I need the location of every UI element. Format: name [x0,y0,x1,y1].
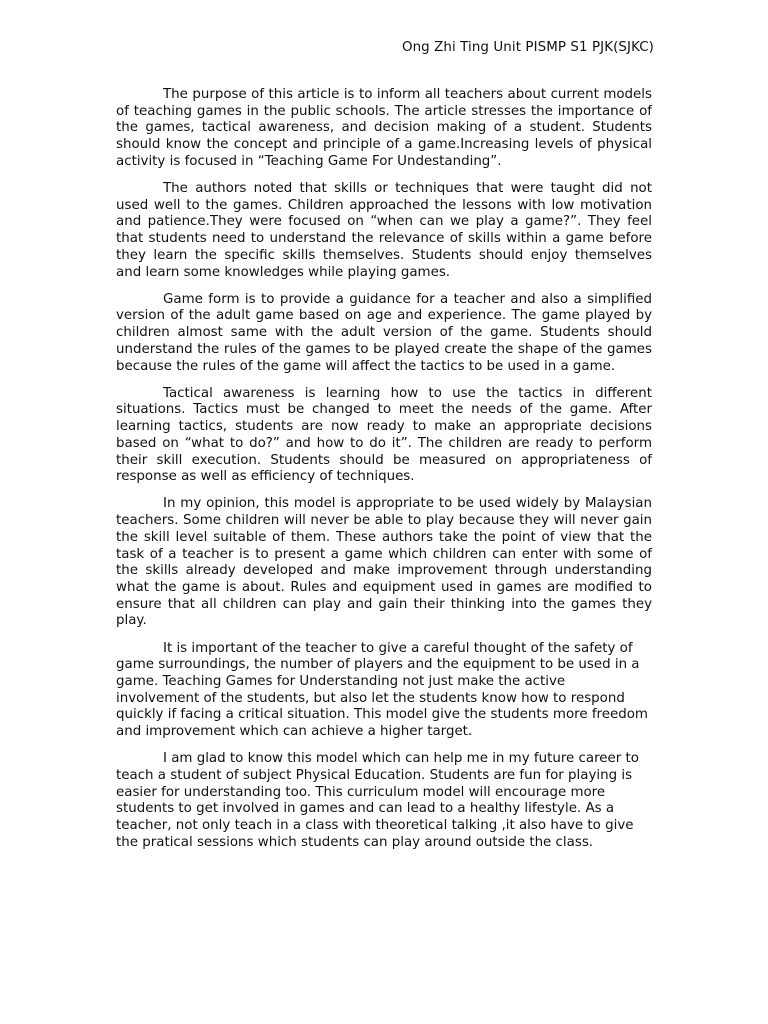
document-body [116,87,652,862]
paragraph-conclusion: I am glad to know this model which can help me in my future career to teach a student of subject Physical Education. Students are fun for playing is easier for understanding too. This curriculum model will encourage more students to get involved in games and can lead to a healthy lifestyle. As a teacher, not only teach in a class with theoretical talking ,it also have to give the pratical sessions which students can play around outside the class. [116,751,639,850]
paragraph-safety: It is important of the teacher to give a careful thought of the safety of game surroundings, the number of players and the equipment to be used in a game. Teaching Games for Understanding not just make the active involvement of the students, but also let the students know how to respond quickly if facing a critical situation. This model give the students more freedom and improvement which can achieve a higher target. [116,640,648,740]
paragraph-purpose: The purpose of this article is to inform all teachers about current models of teaching games in the public schools. The article stresses the importance of the games, tactical awareness, and decision making of a student. Students should know the concept and principle of a game.Increasing levels of physical activity is focused in “Teaching Game For Undestanding”. [116,87,652,169]
paragraph-opinion: In my opinion, this model is appropriate to be used widely by Malaysian teachers. Some children will never be able to play because they will never gain the skill level suitable of them. These authors take the point of view that the task of a teacher is to present a game which children can enter with some of the skills already developed and make improvement through understanding what the game is about. Rules and equipment used in games are modified to ensure that all children can play and gain their thinking into the games they play. [116,496,652,629]
paragraph-game-form: Game form is to provide a guidance for a teacher and also a simplified version of the adult game based on age and experience. The game played by children almost same with the adult version of the game. Students should understand the rules of the games to be played create the shape of the games because the rules of the game will affect the tactics to be used in a game. [116,291,652,374]
paragraph-authors: The authors noted that skills or techniques that were taught did not used well to the games. Children approached the lessons with low motivation and patience.They were focused on “when can we play a game?”. They feel that students need to understand the relevance of skills within a game before they learn the specific skills themselves. Students should enjoy themselves and learn some knowledges while playing games. [116,181,652,280]
paragraph-tactical-awareness: Tactical awareness is learning how to use the tactics in different situations. Tactics must be changed to meet the needs of the game. After learning tactics, students are now ready to make an appropriate decisions based on “what to do?” and how to do it”. The children are ready to perform their skill execution. Students should be measured on appropriateness of response as well as efficiency of techniques. [116,385,652,485]
page-header: Ong Zhi Ting Unit PISMP S1 PJK(SJKC) [401,40,654,55]
